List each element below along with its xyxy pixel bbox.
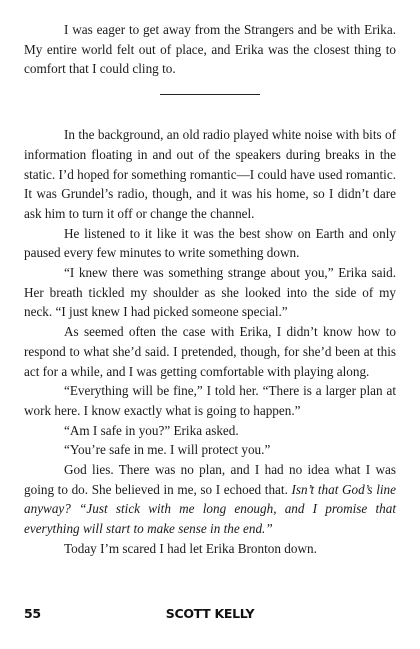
paragraph: Today I’m scared I had let Erika Bronton down.: [64, 540, 317, 556]
paragraph: [24, 460, 396, 539]
paragraph: “You’re safe in me. I will protect you.”: [64, 442, 271, 458]
paragraph: “I knew there was something strange about you,” Erika said. Her breath tickled my shoulder as she looked into the side of my neck. “I just knew I had picked someone special.”: [24, 265, 396, 320]
paragraph: I was eager to get away from the Strangers and be with Erika. My entire world felt out of place, and Erika was the closest thing to comfort that I could cling to.: [24, 22, 396, 77]
page-number: 55: [24, 606, 41, 621]
page-footer: [24, 606, 396, 628]
paragraph: He listened to it like it was the best show on Earth and only paused every few minutes to write something down.: [24, 225, 396, 261]
paragraph: “Everything will be fine,” I told her. “There is a larger plan at work here. I know exactly what is going to happen.”: [24, 383, 396, 418]
paragraph: In the background, an old radio played white noise with bits of information floating in and out of the speakers during breaks in the static. I’d hoped for something romantic—I could have used romantic. It was Grundel’s radio, though, and it was his home, so I didn’t dare ask him to turn it off or change the channel.: [24, 127, 396, 221]
paragraph: As seemed often the case with Erika, I didn’t know how to respond to what she’d said. I pretended, though, for she’d been at this act for a while, and I was getting comfortable with playing along.: [24, 324, 396, 379]
section-divider: [160, 94, 260, 95]
page-body: [24, 20, 396, 559]
paragraph-text: God lies. There was no plan, and I had no idea what I was going to do. She believed in me, so I echoed that.: [24, 462, 396, 497]
italic-quote: Isn’t that God’s line anyway? “Just stick with me long enough, and I promise that everything will start to make sense in the end.”: [24, 481, 396, 537]
author-name: SCOTT KELLY: [165, 606, 255, 621]
paragraph: “Am I safe in you?” Erika asked.: [64, 422, 239, 438]
